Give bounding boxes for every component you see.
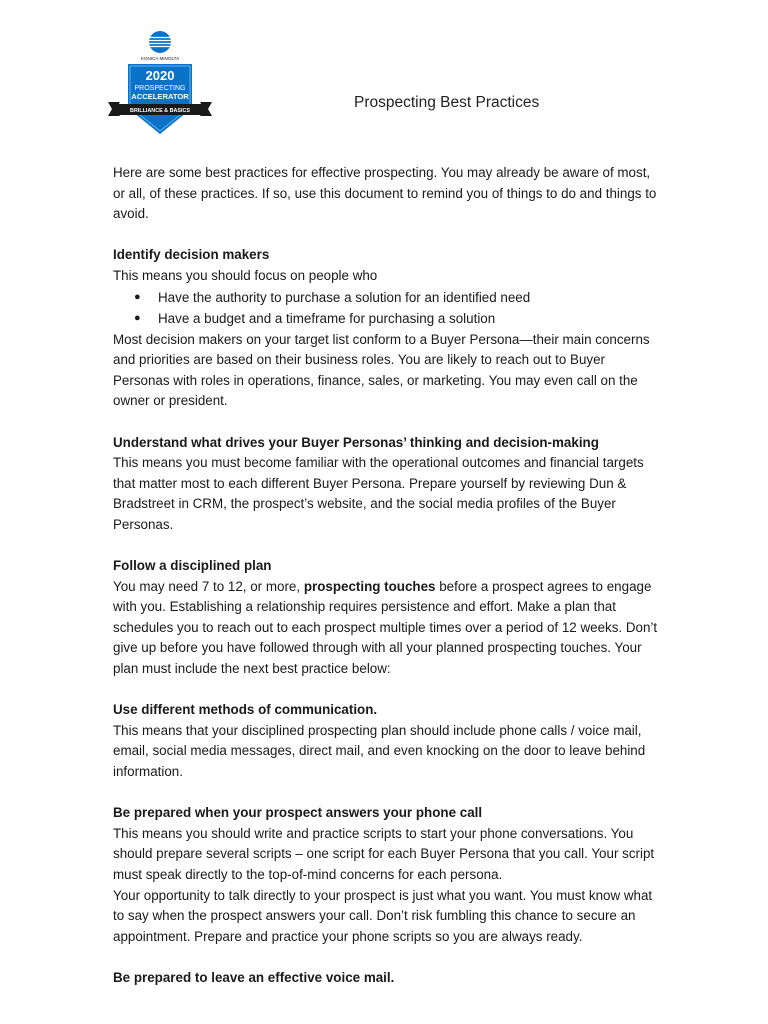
section-heading: Follow a disciplined plan <box>113 558 272 574</box>
document-body <box>113 163 658 989</box>
logo-line2: ACCELERATOR <box>131 92 189 101</box>
intro-paragraph: Here are some best practices for effective prospecting. You may already be aware of most, or all, of these practices. If so, use this document to remind you of things to do and things to avoid. <box>113 165 657 222</box>
list-item: ● Have the authority to purchase a solution for an identified need <box>113 287 658 309</box>
brand-text: KONICA MINOLTA <box>140 56 180 61</box>
section-paragraph: This means that your disciplined prospecting plan should include phone calls / voice mail, email, social media messages, direct mail, and even knocking on the door to leave behind information. <box>113 722 646 780</box>
bullet-icon: ● <box>134 312 141 325</box>
document-title: Prospecting Best Practices <box>354 94 540 111</box>
section-lead: This means you should focus on people who <box>113 267 378 283</box>
section-paragraph: This means you must become familiar with the operational outcomes and financial targets that matter most to each different Buyer Persona. Prepare yourself by reviewing Dun & Bradstreet in CRM, the prospect’s website, and the social media profiles of the Buyer Personas. <box>113 455 644 532</box>
section-paragraph: You may need 7 to 12, or more, prospecting touches before a prospect agrees to engage with you. Establishing a relationship requires persistence and effort. Make a plan that schedules you to reach out to each prospect multiple times over a period of 12 weeks. Don’t give up before you have followed through with all your planned prospecting touches. Your plan must include the next best practice below: <box>113 578 658 677</box>
globe-icon <box>149 31 171 53</box>
section-heading: Identify decision makers <box>113 247 270 263</box>
section-paragraph: Your opportunity to talk directly to your prospect is just what you want. You must know what to say when the prospect answers your call. Don’t risk fumbling this chance to secure an appointment. Prepare and practice your phone scripts so you are always ready. <box>113 887 653 944</box>
list-item: ● Have a budget and a timeframe for purchasing a solution <box>113 308 658 330</box>
bullet-icon: ● <box>134 290 141 303</box>
section-heading: Be prepared to leave an effective voice mail. <box>113 969 395 985</box>
emphasis-text: prospecting touches <box>303 578 436 594</box>
logo-year: 2020 <box>145 68 175 83</box>
logo-ribbon: BRILLIANCE & BASICS <box>130 108 190 114</box>
section-paragraph: This means you should write and practice scripts to start your phone conversations. You should prepare several scripts – one script for each Buyer Persona that you call. Your script must speak directly to the top-of-mind concerns for each persona. <box>113 825 655 882</box>
section-heading: Be prepared when your prospect answers your phone call <box>113 805 483 821</box>
prospecting-accelerator-logo <box>106 30 214 138</box>
bullet-list <box>113 287 658 330</box>
logo-line1: PROSPECTING <box>134 85 186 92</box>
section-heading: Use different methods of communication. <box>113 702 378 718</box>
section-paragraph: Most decision makers on your target list conform to a Buyer Persona—their main concerns and priorities are based on their business roles. You are likely to reach out to Buyer Personas with roles in operations, finance, sales, or marketing. You may even call on the owner or president. <box>113 331 650 409</box>
section-heading: Understand what drives your Buyer Personas’ thinking and decision-making <box>113 434 599 450</box>
